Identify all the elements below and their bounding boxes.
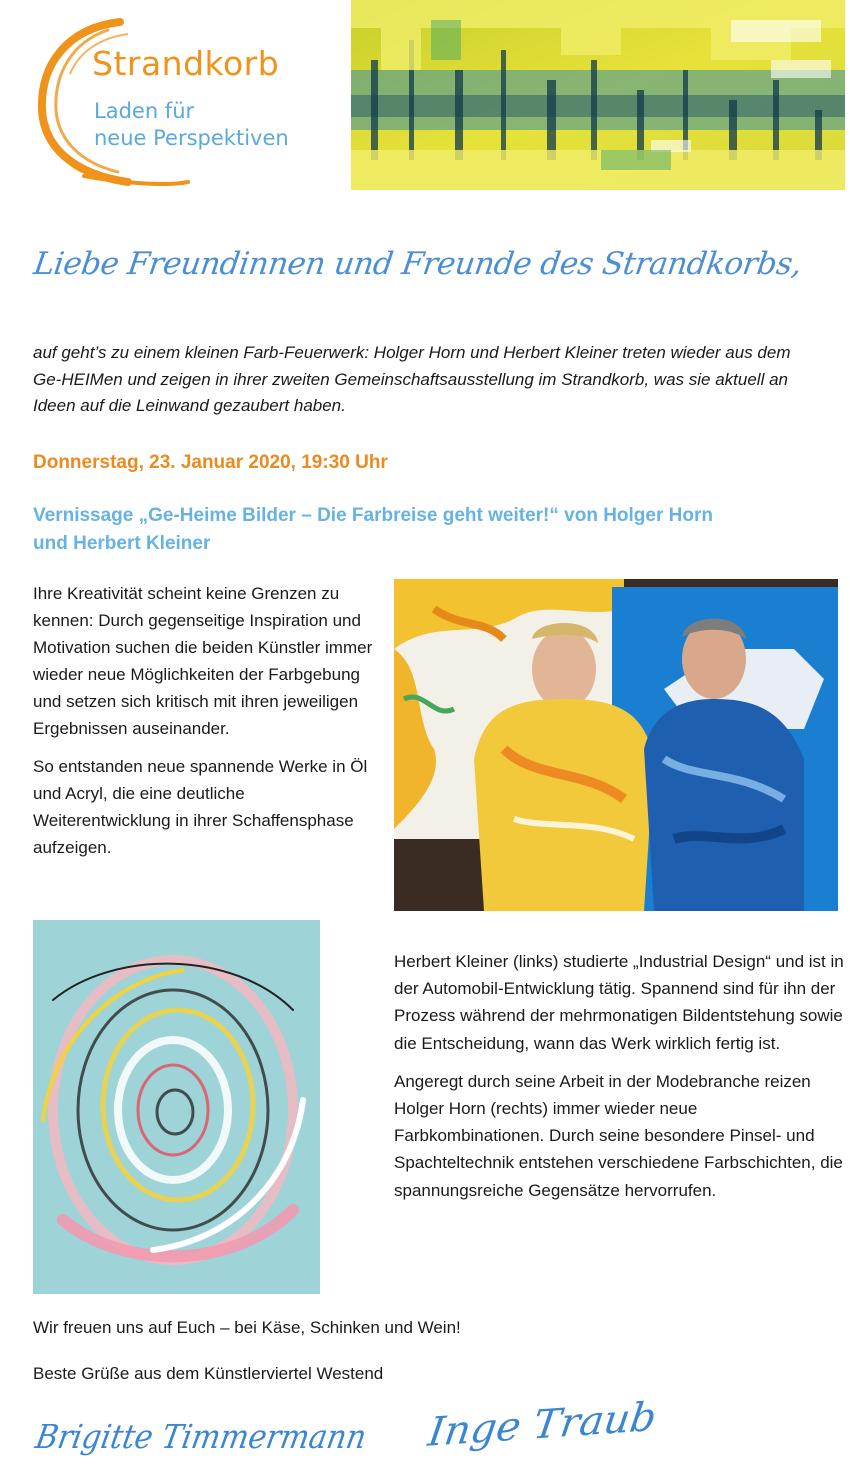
- left-paragraph-2: So entstanden neue spannende Werke in Öl und Acryl, die eine deutliche Weiterentwicklung in ihrer Schaffensphase aufzeigen.: [33, 757, 368, 857]
- right-paragraph-1: Herbert Kleiner (links) studierte „Industrial Design“ und ist in der Automobil-Entwicklung tätig. Spannend sind für ihn der Prozess während der mehrmonatigen Bildentstehung sowie die Entscheidung, wann das Werk wirklich fertig ist.: [394, 952, 844, 1053]
- closing-line-2: Beste Grüße aus dem Künstlerviertel Westend: [33, 1364, 384, 1383]
- vernissage-title: Vernissage „Ge-Heime Bilder – Die Farbreise geht weiter!“ von Holger Horn und Herbert Kleiner: [33, 505, 713, 554]
- header-abstract-painting: [351, 0, 845, 190]
- greeting-script: Liebe Freundinnen und Freunde des Strandkorbs,: [31, 246, 804, 282]
- logo-subtitle-line2: neue Perspektiven: [94, 126, 289, 150]
- logo-title: Strandkorb: [92, 44, 280, 83]
- right-paragraph-2: Angeregt durch seine Arbeit in der Modebranche reizen Holger Horn (rechts) immer wieder neue Farbkombinationen. Durch seine besondere Pinsel- und Spachteltechnik entstehen verschiedene Farbschichten, die spannungsreiche Gegensätze hervorrufen.: [394, 1071, 843, 1200]
- signature-brigitte: Brigitte Timmermann: [32, 1418, 370, 1457]
- logo-subtitle: [94, 98, 289, 152]
- signature-inge: Inge Traub: [425, 1394, 660, 1456]
- intro-paragraph: auf geht’s zu einem kleinen Farb-Feuerwerk: Holger Horn und Herbert Kleiner treten wieder aus dem Ge-HEIMen und zeigen in ihrer zweiten Gemeinschaftsausstellung im Strandkorb, was sie aktuell an Ideen auf die Leinwand gezaubert haben.: [33, 343, 791, 415]
- right-column-text: [394, 948, 846, 1215]
- left-paragraph-1: Ihre Kreativität scheint keine Grenzen zu kennen: Durch gegenseitige Inspiration und Motivation suchen die beiden Künstler immer wieder neue Möglichkeiten der Farbgebung und setzen sich kritisch mit ihren jeweiligen Ergebnissen auseinander.: [33, 584, 373, 738]
- swirl-painting: [33, 920, 320, 1294]
- event-date: Donnerstag, 23. Januar 2020, 19:30 Uhr: [33, 452, 388, 473]
- logo-subtitle-line1: Laden für: [94, 99, 195, 123]
- closing-line-1: Wir freuen uns auf Euch – bei Käse, Schinken und Wein!: [33, 1318, 461, 1337]
- artists-photo: [394, 579, 838, 911]
- left-column-text: [33, 580, 383, 872]
